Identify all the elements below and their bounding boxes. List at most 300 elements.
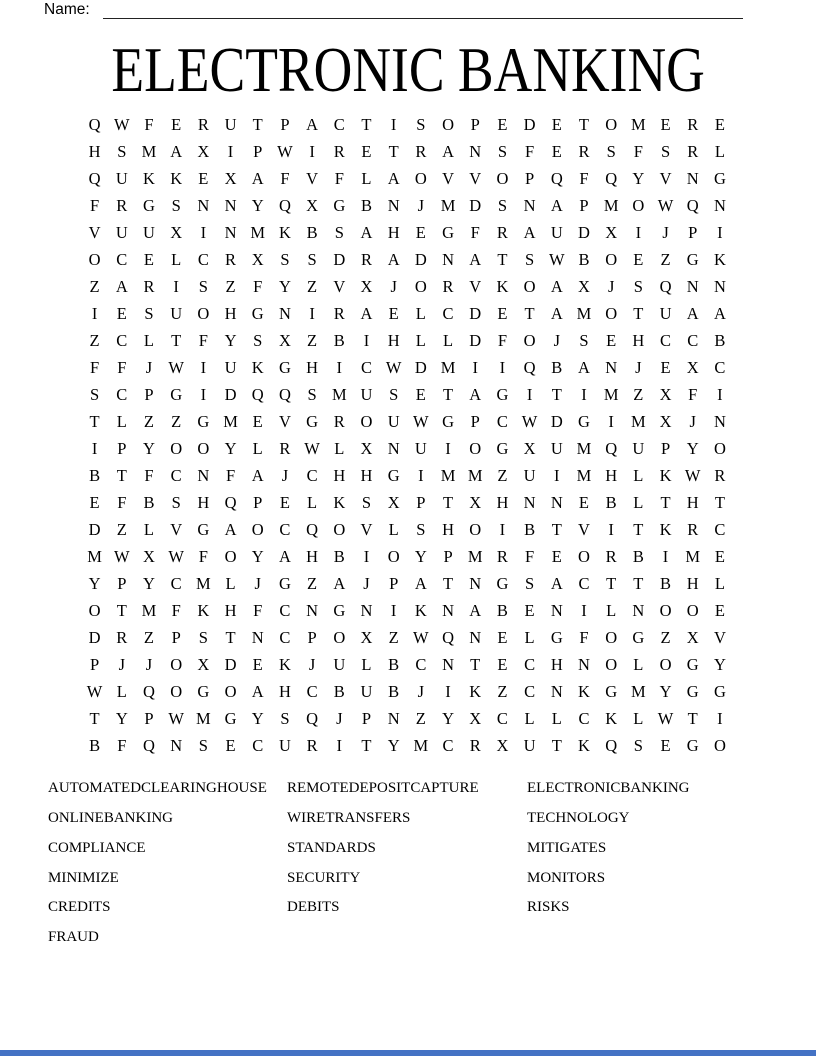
grid-letter: I xyxy=(363,331,370,350)
grid-letter: O xyxy=(170,439,183,458)
grid-letter: S xyxy=(361,493,372,512)
grid-letter: D xyxy=(224,385,237,404)
grid-letter: J xyxy=(145,358,153,377)
grid-letter: E xyxy=(578,493,590,512)
grid-letter: M xyxy=(440,196,456,215)
grid-letter: F xyxy=(525,547,535,566)
grid-letter: A xyxy=(469,250,482,269)
grid-letter: M xyxy=(440,358,456,377)
grid-letter: C xyxy=(116,385,128,404)
grid-letter: M xyxy=(331,385,347,404)
grid-letter: E xyxy=(252,412,263,431)
grid-letter: U xyxy=(632,439,645,458)
grid-letter: I xyxy=(91,304,98,323)
grid-letter: R xyxy=(415,142,427,161)
grid-letter: M xyxy=(576,466,592,485)
grid-letter: Y xyxy=(713,655,726,674)
grid-letter: K xyxy=(278,223,291,242)
grid-letter: E xyxy=(660,358,671,377)
grid-letter: T xyxy=(116,601,127,620)
grid-letter: T xyxy=(89,709,100,728)
grid-letter: S xyxy=(198,277,208,296)
grid-letter: V xyxy=(578,520,590,539)
grid-letter: J xyxy=(145,655,153,674)
grid-letter: T xyxy=(442,385,454,404)
grid-letter: E xyxy=(361,142,372,161)
grid-letter: O xyxy=(333,628,346,647)
grid-letter: T xyxy=(361,115,372,134)
grid-letter: L xyxy=(415,304,426,323)
grid-letter: U xyxy=(414,439,427,458)
grid-letter: L xyxy=(307,493,318,512)
grid-letter: T xyxy=(633,574,644,593)
grid-letter: K xyxy=(469,682,482,701)
grid-letter: X xyxy=(686,358,699,377)
grid-letter: F xyxy=(198,547,208,566)
grid-letter: U xyxy=(224,358,237,377)
grid-letter: A xyxy=(414,574,427,593)
grid-letter: O xyxy=(713,736,726,755)
grid-letter: D xyxy=(333,250,346,269)
grid-letter: S xyxy=(633,277,643,296)
grid-letter: N xyxy=(387,196,400,215)
grid-letter: Q xyxy=(686,196,699,215)
grid-letter: N xyxy=(360,601,373,620)
grid-letter: C xyxy=(360,358,372,377)
grid-letter: E xyxy=(89,493,100,512)
grid-letter: F xyxy=(198,331,208,350)
grid-letter: J xyxy=(281,466,289,485)
word-bank-item: RISKS xyxy=(527,899,570,916)
grid-letter: R xyxy=(333,304,345,323)
grid-letter: Y xyxy=(442,709,454,728)
grid-letter: O xyxy=(333,520,346,539)
grid-letter: X xyxy=(605,223,618,242)
grid-letter: W xyxy=(385,358,402,377)
grid-letter: O xyxy=(605,250,618,269)
grid-letter: T xyxy=(551,385,562,404)
grid-letter: V xyxy=(469,169,482,188)
word-bank-item: COMPLIANCE xyxy=(48,839,146,856)
grid-letter: I xyxy=(173,277,179,296)
grid-letter: L xyxy=(361,169,372,188)
grid-letter: U xyxy=(659,304,672,323)
grid-letter: Z xyxy=(171,412,182,431)
grid-letter: T xyxy=(633,520,644,539)
grid-letter: N xyxy=(197,196,210,215)
grid-letter: K xyxy=(713,250,726,269)
grid-letter: I xyxy=(581,601,587,620)
grid-letter: M xyxy=(576,304,592,323)
grid-letter: R xyxy=(496,223,508,242)
grid-letter: A xyxy=(360,223,373,242)
grid-letter: N xyxy=(197,466,210,485)
grid-letter: I xyxy=(608,412,614,431)
grid-letter: A xyxy=(713,304,726,323)
grid-letter: Y xyxy=(143,439,155,458)
grid-letter: C xyxy=(170,466,182,485)
grid-letter: F xyxy=(280,169,290,188)
grid-letter: S xyxy=(117,142,127,161)
word-bank-item: DEBITS xyxy=(287,899,340,916)
grid-letter: B xyxy=(524,520,536,539)
grid-letter: N xyxy=(469,142,482,161)
grid-letter: T xyxy=(252,115,263,134)
grid-letter: I xyxy=(227,142,234,161)
grid-letter: P xyxy=(253,142,263,161)
grid-letter: J xyxy=(689,412,696,431)
grid-letter: L xyxy=(633,709,644,728)
grid-letter: J xyxy=(254,574,261,593)
grid-letter: P xyxy=(144,709,154,728)
grid-letter: U xyxy=(360,682,373,701)
grid-letter: E xyxy=(143,250,155,269)
grid-letter: A xyxy=(387,250,400,269)
grid-letter: P xyxy=(660,439,671,458)
grid-letter: X xyxy=(360,277,373,296)
grid-letter: K xyxy=(170,169,183,188)
grid-letter: M xyxy=(467,547,483,566)
grid-letter: C xyxy=(496,412,508,431)
grid-letter: G xyxy=(578,412,590,431)
grid-letter: H xyxy=(306,358,319,377)
grid-letter: X xyxy=(523,439,536,458)
name-row xyxy=(44,1,772,23)
grid-letter: O xyxy=(469,439,482,458)
grid-letter: N xyxy=(469,574,482,593)
grid-letter: F xyxy=(90,358,100,377)
grid-letter: E xyxy=(116,304,127,323)
grid-letter: E xyxy=(660,736,671,755)
grid-letter: U xyxy=(333,655,346,674)
grid-letter: U xyxy=(523,466,536,485)
grid-letter: N xyxy=(469,628,482,647)
grid-letter: Y xyxy=(251,547,264,566)
grid-letter: U xyxy=(143,223,155,242)
grid-letter: O xyxy=(632,196,645,215)
grid-letter: S xyxy=(90,385,100,404)
grid-letter: H xyxy=(197,493,210,512)
grid-letter: U xyxy=(550,439,563,458)
grid-letter: N xyxy=(686,169,699,188)
grid-letter: A xyxy=(170,142,183,161)
grid-letter: Z xyxy=(633,385,644,404)
grid-letter: M xyxy=(141,601,157,620)
grid-letter: G xyxy=(333,196,346,215)
grid-letter: B xyxy=(632,547,644,566)
grid-letter: Y xyxy=(88,574,101,593)
word-bank-item: WIRETRANSFERS xyxy=(287,809,411,826)
grid-letter: D xyxy=(523,115,536,134)
grid-letter: S xyxy=(633,736,643,755)
grid-letter: V xyxy=(333,277,346,296)
grid-letter: D xyxy=(224,655,237,674)
grid-letter: Y xyxy=(414,547,427,566)
grid-letter: V xyxy=(360,520,373,539)
grid-letter: X xyxy=(224,169,237,188)
word-bank-item: STANDARDS xyxy=(287,839,376,856)
word-bank-item: ONLINEBANKING xyxy=(48,809,173,826)
grid-letter: S xyxy=(253,331,263,350)
grid-letter: M xyxy=(576,439,592,458)
grid-letter: W xyxy=(548,250,565,269)
grid-letter: E xyxy=(279,493,290,512)
grid-letter: U xyxy=(224,115,237,134)
grid-letter: O xyxy=(414,169,427,188)
grid-letter: P xyxy=(144,385,154,404)
grid-letter: E xyxy=(497,115,508,134)
grid-letter: K xyxy=(197,601,210,620)
grid-letter: C xyxy=(279,601,291,620)
grid-letter: L xyxy=(442,331,454,350)
grid-letter: N xyxy=(550,682,563,701)
grid-letter: L xyxy=(388,520,399,539)
grid-letter: Q xyxy=(224,493,237,512)
grid-letter: O xyxy=(659,601,672,620)
grid-letter: W xyxy=(413,628,429,647)
grid-letter: F xyxy=(253,601,263,620)
grid-letter: G xyxy=(632,628,645,647)
grid-letter: J xyxy=(390,277,397,296)
grid-letter: Z xyxy=(143,412,155,431)
grid-letter: U xyxy=(360,385,373,404)
grid-letter: T xyxy=(551,736,562,755)
grid-letter: M xyxy=(603,196,619,215)
grid-letter: Y xyxy=(143,574,155,593)
grid-letter: P xyxy=(90,655,100,674)
grid-letter: S xyxy=(416,115,426,134)
grid-letter: H xyxy=(442,520,454,539)
grid-letter: C xyxy=(306,682,318,701)
grid-letter: N xyxy=(387,439,400,458)
grid-letter: A xyxy=(523,223,536,242)
grid-letter: Q xyxy=(88,115,101,134)
grid-letter: B xyxy=(143,493,155,512)
grid-letter: Z xyxy=(143,628,155,647)
grid-letter: X xyxy=(387,493,400,512)
grid-letter: G xyxy=(278,358,291,377)
grid-letter: U xyxy=(523,736,536,755)
grid-letter: F xyxy=(497,331,507,350)
word-bank-item: FRAUD xyxy=(48,929,99,946)
grid-letter: A xyxy=(251,682,264,701)
grid-letter: T xyxy=(361,736,372,755)
grid-letter: A xyxy=(550,277,563,296)
grid-letter: Z xyxy=(415,709,426,728)
grid-letter: E xyxy=(551,547,562,566)
word-bank-column-3 xyxy=(527,774,767,923)
grid-letter: A xyxy=(550,574,563,593)
grid-letter: K xyxy=(251,358,264,377)
grid-letter: D xyxy=(414,250,427,269)
grid-letter: P xyxy=(389,574,399,593)
grid-letter: G xyxy=(306,412,319,431)
grid-letter: N xyxy=(251,628,264,647)
grid-letter: L xyxy=(361,655,372,674)
grid-letter: H xyxy=(224,601,237,620)
grid-letter: K xyxy=(333,493,346,512)
grid-letter: C xyxy=(306,466,318,485)
grid-letter: J xyxy=(336,709,343,728)
grid-letter: O xyxy=(387,547,400,566)
grid-letter: E xyxy=(171,115,182,134)
grid-letter: S xyxy=(660,142,671,161)
grid-letter: L xyxy=(171,250,182,269)
grid-letter: I xyxy=(418,466,424,485)
grid-letter: W xyxy=(304,439,320,458)
word-bank-item: REMOTEDEPOSITCAPTURE xyxy=(287,780,479,796)
grid-letter: G xyxy=(197,412,210,431)
grid-letter: D xyxy=(469,331,482,350)
grid-letter: M xyxy=(631,412,646,431)
grid-letter: I xyxy=(200,385,207,404)
grid-letter: I xyxy=(390,115,397,134)
grid-letter: M xyxy=(196,574,211,593)
grid-letter: A xyxy=(333,574,346,593)
grid-letter: R xyxy=(714,466,726,485)
grid-letter: F xyxy=(688,385,698,404)
grid-letter: G xyxy=(496,439,509,458)
grid-letter: V xyxy=(88,223,101,242)
grid-letter: X xyxy=(251,250,264,269)
grid-letter: F xyxy=(470,223,480,242)
grid-letter: B xyxy=(714,331,726,350)
grid-letter: Y xyxy=(278,277,291,296)
grid-letter: V xyxy=(306,169,319,188)
grid-letter: D xyxy=(469,304,482,323)
grid-letter: I xyxy=(445,682,451,701)
grid-letter: W xyxy=(113,547,130,566)
grid-letter: I xyxy=(200,358,207,377)
grid-letter: N xyxy=(632,601,645,620)
grid-letter: D xyxy=(578,223,590,242)
grid-letter: N xyxy=(713,277,726,296)
grid-letter: R xyxy=(333,412,345,431)
grid-letter: B xyxy=(660,574,672,593)
grid-letter: W xyxy=(521,412,538,431)
grid-letter: B xyxy=(333,547,345,566)
grid-letter: I xyxy=(363,547,370,566)
grid-letter: R xyxy=(116,196,128,215)
grid-letter: Q xyxy=(523,358,536,377)
grid-letter: B xyxy=(388,682,400,701)
grid-letter: P xyxy=(171,628,181,647)
grid-letter: T xyxy=(524,304,535,323)
grid-letter: C xyxy=(279,520,291,539)
grid-letter: Q xyxy=(605,736,618,755)
grid-letter: C xyxy=(442,304,454,323)
grid-letter: S xyxy=(525,250,535,269)
grid-letter: F xyxy=(525,142,535,161)
grid-letter: M xyxy=(603,385,619,404)
grid-letter: U xyxy=(115,223,128,242)
grid-letter: R xyxy=(333,142,345,161)
grid-letter: R xyxy=(360,250,372,269)
grid-letter: W xyxy=(113,115,130,134)
grid-letter: E xyxy=(714,115,725,134)
grid-letter: W xyxy=(684,466,701,485)
grid-letter: O xyxy=(88,250,101,269)
grid-letter: H xyxy=(550,655,563,674)
grid-letter: O xyxy=(686,601,699,620)
grid-letter: Y xyxy=(251,709,264,728)
grid-letter: H xyxy=(306,547,319,566)
grid-letter: J xyxy=(635,358,642,377)
grid-letter: M xyxy=(631,682,646,701)
grid-letter: C xyxy=(524,655,536,674)
grid-letter: C xyxy=(578,574,590,593)
grid-letter: F xyxy=(144,466,154,485)
grid-letter: I xyxy=(581,385,587,404)
grid-letter: S xyxy=(307,250,317,269)
grid-letter: G xyxy=(333,601,346,620)
grid-letter: C xyxy=(252,736,264,755)
grid-letter: B xyxy=(578,250,590,269)
grid-letter: P xyxy=(525,169,535,188)
grid-letter: E xyxy=(497,655,508,674)
grid-letter: T xyxy=(225,628,236,647)
grid-letter: X xyxy=(360,439,373,458)
grid-letter: X xyxy=(197,655,210,674)
grid-letter: I xyxy=(499,358,506,377)
grid-letter: T xyxy=(633,304,644,323)
grid-letter: U xyxy=(170,304,183,323)
grid-letter: A xyxy=(278,547,291,566)
grid-letter: G xyxy=(713,682,726,701)
grid-letter: P xyxy=(688,223,698,242)
grid-letter: K xyxy=(578,682,590,701)
grid-letter: Z xyxy=(660,628,671,647)
grid-letter: G xyxy=(605,682,618,701)
grid-letter: E xyxy=(497,628,508,647)
grid-letter: A xyxy=(686,304,699,323)
grid-letter: L xyxy=(415,331,426,350)
grid-letter: P xyxy=(416,493,426,512)
grid-letter: E xyxy=(225,736,236,755)
grid-letter: O xyxy=(605,628,618,647)
grid-letter: F xyxy=(633,142,643,161)
grid-letter: L xyxy=(524,628,535,647)
grid-letter: I xyxy=(309,142,315,161)
grid-letter: S xyxy=(198,628,208,647)
grid-letter: G xyxy=(496,385,509,404)
grid-letter: N xyxy=(442,655,454,674)
grid-letter: R xyxy=(279,439,291,458)
grid-letter: B xyxy=(89,736,101,755)
grid-letter: C xyxy=(442,736,454,755)
grid-letter: A xyxy=(360,304,373,323)
grid-letter: G xyxy=(550,628,563,647)
grid-letter: K xyxy=(605,709,618,728)
footer-accent-bar xyxy=(0,1050,816,1056)
grid-letter: G xyxy=(170,385,183,404)
grid-letter: X xyxy=(170,223,183,242)
grid-letter: Y xyxy=(387,736,400,755)
grid-letter: V xyxy=(442,169,454,188)
grid-letter: Z xyxy=(660,250,671,269)
grid-letter: T xyxy=(660,493,671,512)
grid-letter: R xyxy=(605,547,617,566)
grid-letter: W xyxy=(657,196,674,215)
grid-letter: X xyxy=(306,196,319,215)
grid-letter: S xyxy=(171,196,181,215)
word-bank-item: AUTOMATEDCLEARINGHOUSE xyxy=(48,780,267,796)
grid-letter: I xyxy=(717,385,723,404)
grid-letter: P xyxy=(470,412,480,431)
grid-letter: I xyxy=(336,358,343,377)
grid-letter: O xyxy=(469,520,482,539)
grid-letter: J xyxy=(417,682,425,701)
